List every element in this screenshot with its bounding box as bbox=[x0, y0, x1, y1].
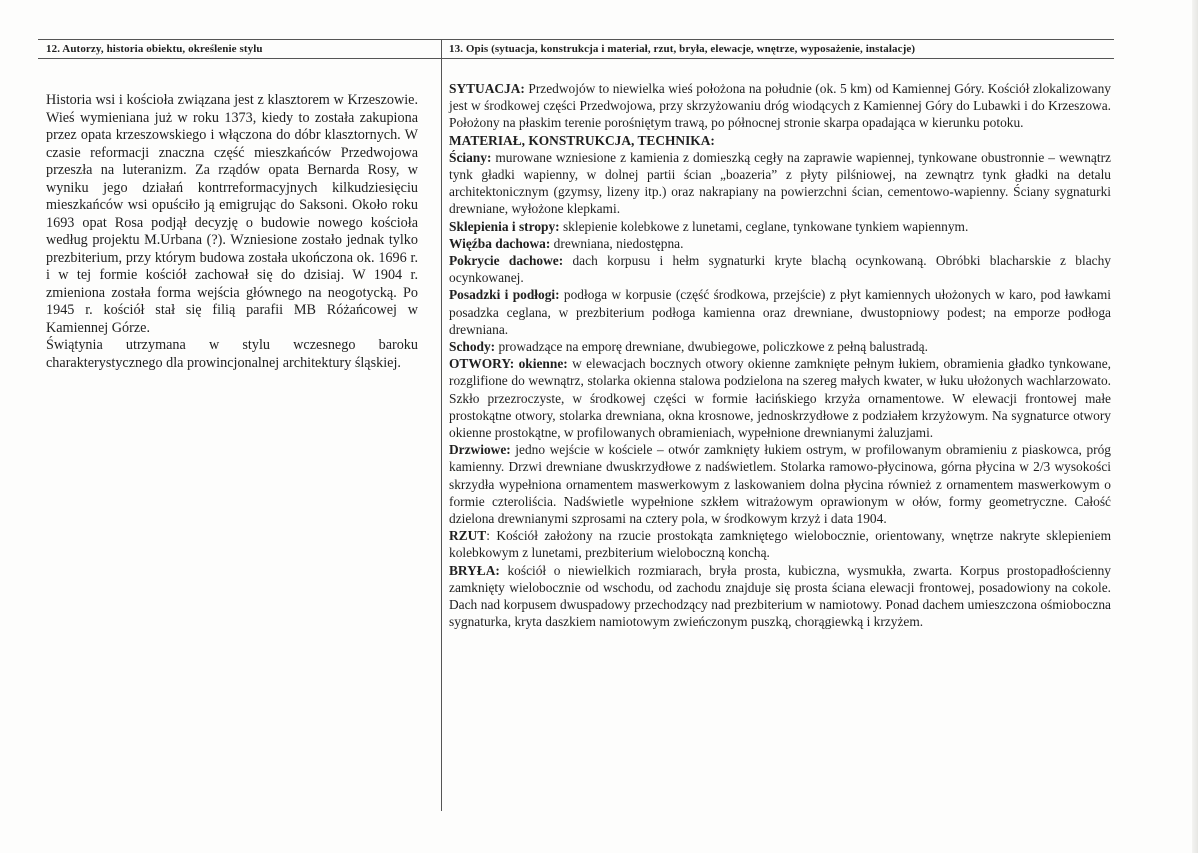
schody-text: prowadzące na emporę drewniane, dwubiegowe, policzkowe z pełną balustradą. bbox=[495, 339, 928, 355]
section-sklepienia bbox=[449, 218, 1111, 235]
header-left: 12. Autorzy, historia obiektu, określenie stylu bbox=[46, 43, 263, 55]
left-column bbox=[46, 92, 418, 372]
bryla-label: BRYŁA: bbox=[449, 562, 500, 578]
otwory-label: OTWORY: okienne: bbox=[449, 356, 568, 372]
scan-edge bbox=[1192, 0, 1198, 853]
right-column bbox=[449, 80, 1111, 631]
section-schody bbox=[449, 338, 1111, 355]
section-pokrycie bbox=[449, 252, 1111, 286]
drzwiowe-text: jedno wejście w kościele – otwór zamknięty łukiem ostrym, w profilowanym obramieniu z piaskowca, próg kamienny. Drzwi drewniane dwuskrzydłowe z nadświetlem. Stolarka ramowo-płycinowa, górna płycina w 2/3 wysokości skrzydła wypełniona ornamentem maswerkowym z laskowaniem dolna płycina również z ornamentem maswerkowym o formie czteroliścia. Nadświetle wypełnione szkłem witrażowym oprawionym w ołów, formy geometryczne. Całość dzielona drewnianymi szprosami na cztery pola, w środkowym krzyż i data 1904. bbox=[449, 442, 1111, 527]
sytuacja-label: SYTUACJA: bbox=[449, 81, 525, 96]
header-rule bbox=[38, 58, 1114, 59]
pokrycie-label: Pokrycie dachowe: bbox=[449, 253, 564, 269]
header-right: 13. Opis (sytuacja, konstrukcja i materiał, rzut, bryła, elewacje, wnętrze, wyposażenie, instalacje) bbox=[449, 43, 916, 55]
section-wiezba bbox=[449, 235, 1111, 252]
rzut-label: RZUT bbox=[449, 528, 487, 544]
posadzki-text: podłoga w korpusie (część środkowa, przejście) z płyt kamiennych ułożonych w karo, pod ławkami posadzka ceglana, w prezbiterium podłoga kamienna oraz drewniane, dwustopniowy podest; na emporze podłoga drewniana. bbox=[449, 287, 1111, 337]
pokrycie-text: dach korpusu i hełm sygnaturki kryte blachą ocynkowaną. Obróbki blacharskie z blachy ocynkowanej. bbox=[449, 253, 1112, 286]
section-bryla bbox=[449, 562, 1111, 631]
wiezba-text: drewniana, niedostępna. bbox=[550, 235, 684, 251]
sytuacja-text: Przedwojów to niewielka wieś położona na południe (ok. 5 km) od Kamiennej Góry. Kościół zlokalizowany jest w środkowej części Przedwojowa, przy skrzyżowaniu dróg wiodących z Kamiennej Góry do Lubawki i do Krzeszowa. Położony na płaskim terenie porośniętym trawą, po północnej stronie skarpa opadająca w kierunku potoku. bbox=[449, 81, 1111, 131]
sciany-text: murowane wzniesione z kamienia z domieszką cegły na zaprawie wapiennej, tynkowane obustronnie – wewnątrz tynk gładki wapienny, w dolnej partii ścian „boazeria” z płyty pilśniowej, na zewnątrz tynk gładki na detalu architektonicznym (gzymsy, lizeny itp.) oraz nakrapiany na powierzchni ścian, cementowo-wapienny. Ściany sygnaturki drewniane, wyłożone klepkami. bbox=[449, 149, 1111, 217]
sklepienia-label: Sklepienia i stropy: bbox=[449, 218, 560, 234]
style-paragraph: Świątynia utrzymana w stylu wczesnego baroku charakterystycznego dla prowincjonalnej architektury śląskiej. bbox=[46, 337, 418, 371]
history-paragraph: Historia wsi i kościoła związana jest z klasztorem w Krzeszowie. Wieś wymieniana już w roku 1373, kiedy to została zakupiona przez opata krzeszowskiego i włączona do dóbr klasztornych. W czasie reformacji znaczna część mieszkańców Przedwojowa przeszła na luteranizm. Za rządów opata Bernarda Rosy, w wyniku jego działań kontrreformacyjnych kilkudziesięciu mieszkańców wsi opuściło ją emigrując do Saksoni. Około roku 1693 opat Rosa podjął decyzję o budowie nowego kościoła według projektu M.Urbana (?). Wzniesione zostało jednak tylko prezbiterium, przy którym budowa została ukończona ok. 1696 r. i w tej formie kościół zachował się do dzisiaj. W 1904 r. zmieniona została forma wejścia głównego na neogotycką. Po 1945 r. kościół stał się filią parafii MB Różańcowej w Kamiennej Górze. bbox=[46, 92, 418, 336]
material-heading: MATERIAŁ, KONSTRUKCJA, TECHNIKA: bbox=[449, 132, 715, 148]
section-sciany bbox=[449, 149, 1111, 218]
section-rzut bbox=[449, 527, 1111, 561]
section-drzwiowe bbox=[449, 441, 1111, 527]
bryla-text: kościół o niewielkich rozmiarach, bryła prosta, kubiczna, wysmukła, zwarta. Korpus prostopadłościenny zamknięty wielobocznie od wschodu, od zachodu znajduje się prosta ściana elewacji frontowej, posadowiony na cokole. Dach nad korpusem dwuspadowy przechodzący nad prezbiterium w namiotowy. Ponad dachem umieszczona ośmioboczna sygnaturka, kryta daszkiem namiotowym zwieńczonym puszką, chorągiewką i krzyżem. bbox=[449, 562, 1111, 630]
wiezba-label: Więźba dachowa: bbox=[449, 235, 551, 251]
top-rule bbox=[38, 39, 1114, 40]
drzwiowe-label: Drzwiowe: bbox=[449, 442, 511, 458]
sklepienia-text: sklepienie kolebkowe z lunetami, ceglane, tynkowane tynkiem wapiennym. bbox=[559, 218, 969, 234]
otwory-text: w elewacjach bocznych otwory okienne zamknięte pełnym łukiem, obramienia gładko tynkowane, rozglifione do wewnątrz, stolarka okienna stalowa podzielona na szereg małych kwater, w łuku ułożonych wachlarzowato. Szkło przezroczyste, w środkowej części w formie łacińskiego krzyża ornamentowe. W elewacji frontowej małe prostokątne otwory, stolarka drewniana, okna krosnowe, jednoskrzydłowe z podziałem krzyżowym. Na sygnaturce otwory okienne prostokątne, w profilowanych obramieniach, wypełnione drewnianymi żaluzjami. bbox=[449, 356, 1111, 441]
section-sytuacja bbox=[449, 80, 1111, 132]
rzut-text: : Kościół założony na rzucie prostokąta zamkniętego wielobocznie, orientowany, wnętrze nakryte sklepieniem kolebkowym z lunetami, prezbiterium wieloboczną konchą. bbox=[449, 528, 1111, 561]
posadzki-label: Posadzki i podłogi: bbox=[449, 287, 560, 303]
sciany-label: Ściany: bbox=[449, 149, 492, 165]
section-posadzki bbox=[449, 286, 1111, 338]
schody-label: Schody: bbox=[449, 339, 496, 355]
column-divider bbox=[441, 39, 442, 811]
section-otwory bbox=[449, 355, 1111, 441]
